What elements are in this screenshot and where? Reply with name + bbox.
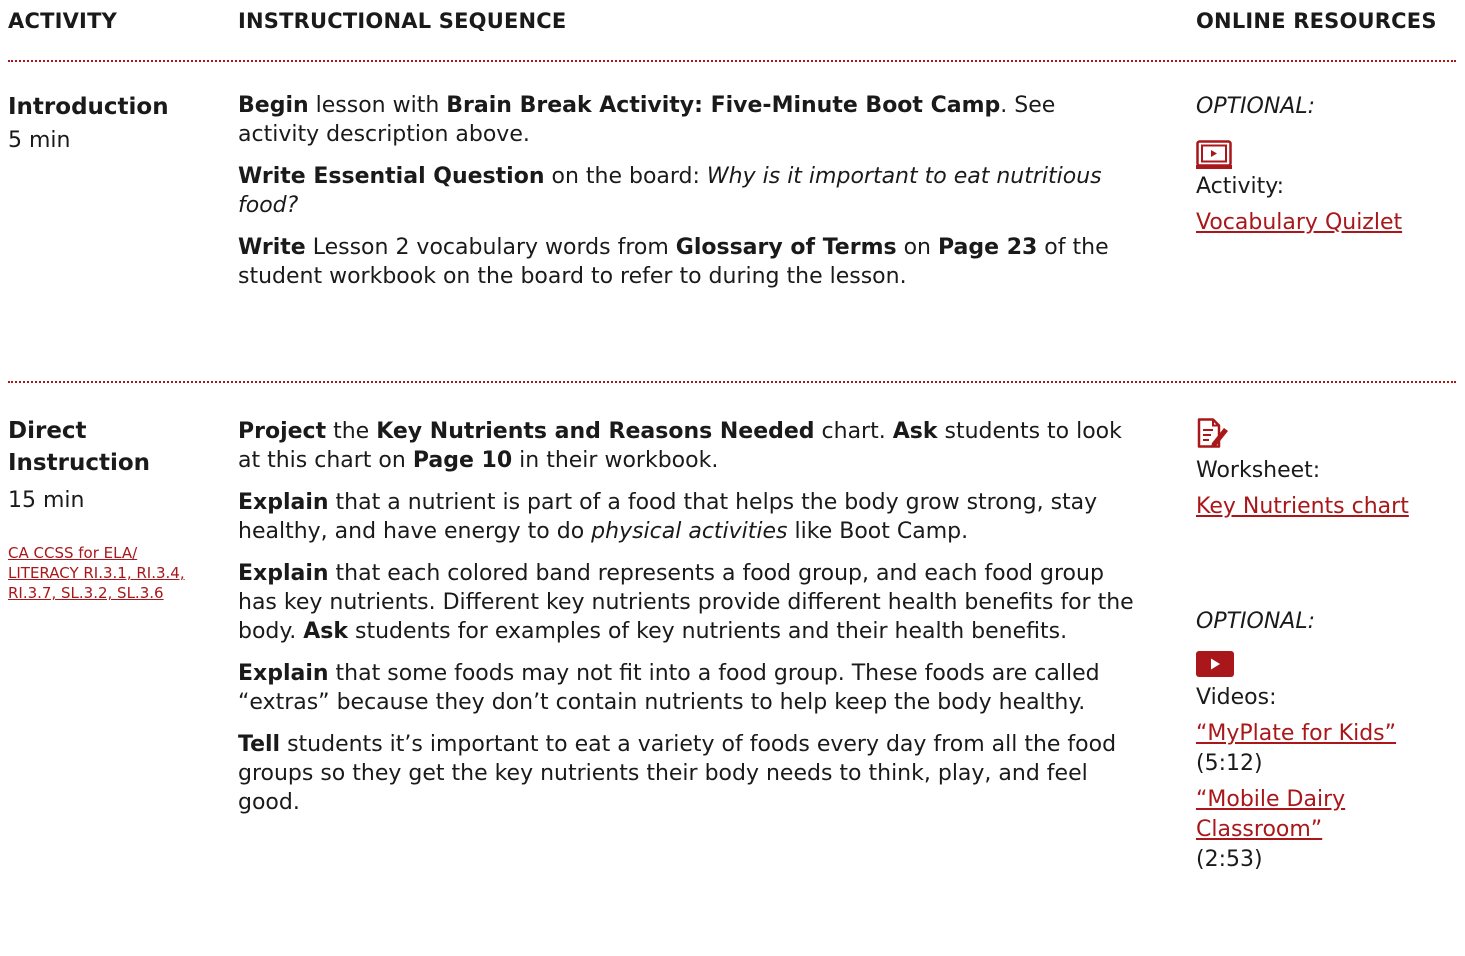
sequence-paragraph: Write Essential Question on the board: Why is it important to eat nutritious food? <box>238 164 1102 218</box>
resource-type: Videos: <box>1196 685 1277 710</box>
divider <box>8 60 1456 62</box>
activity-title-line1: Direct <box>8 418 87 444</box>
sequence-paragraph: Explain that some foods may not fit into a food group. These foods are called “extras” because they don’t contain nutrients to help keep the body healthy. <box>238 661 1100 715</box>
activity-cell-introduction <box>8 91 208 157</box>
activity-cell-direct-instruction <box>8 415 208 603</box>
sequence-paragraph: Explain that each colored band represents a food group, and each food group has key nutrients. Different key nutrients provide different health benefits for the body. Ask students for examples of key nutrients and their health benefits. <box>238 561 1134 644</box>
sequence-paragraph: Begin lesson with Brain Break Activity: Five-Minute Boot Camp. See activity description above. <box>238 93 1056 147</box>
laptop-icon <box>1196 140 1232 170</box>
sequence-paragraph: Project the Key Nutrients and Reasons Needed chart. Ask students to look at this chart on Page 10 in their workbook. <box>238 419 1122 473</box>
column-header-resources: ONLINE RESOURCES <box>1196 9 1437 33</box>
sequence-paragraph: Tell students it’s important to eat a variety of foods every day from all the food groups so they get the key nutrients their body needs to think, play, and feel good. <box>238 732 1117 815</box>
video-play-icon <box>1196 651 1232 677</box>
activity-title: Introduction <box>8 94 169 120</box>
resources-cell-direct-instruction <box>1196 418 1458 875</box>
divider <box>8 381 1456 383</box>
mobile-dairy-video-link[interactable]: “Mobile Dairy Classroom” <box>1196 787 1346 842</box>
activity-time: 5 min <box>8 128 71 153</box>
activity-title-line2: Instruction <box>8 450 151 476</box>
myplate-video-link[interactable]: “MyPlate for Kids” <box>1196 721 1397 746</box>
sequence-paragraph: Write Lesson 2 vocabulary words from Glossary of Terms on Page 23 of the student workbook on the board to refer to during the lesson. <box>238 235 1109 289</box>
sequence-cell-direct-instruction <box>238 417 1138 830</box>
sequence-paragraph: Explain that a nutrient is part of a food that helps the body grow strong, stay healthy, and have energy to do physical activities like Boot Camp. <box>238 490 1098 544</box>
resources-cell-introduction <box>1196 92 1458 238</box>
sequence-cell-introduction <box>238 91 1138 304</box>
optional-label: OPTIONAL: <box>1196 94 1316 119</box>
video-duration: (5:12) <box>1196 751 1263 776</box>
video-duration: (2:53) <box>1196 847 1263 872</box>
standards-link[interactable]: CA CCSS for ELA/ LITERACY RI.3.1, RI.3.4, RI.3.7, SL.3.2, SL.3.6 <box>8 544 185 602</box>
key-nutrients-chart-link[interactable]: Key Nutrients chart <box>1196 494 1409 519</box>
vocabulary-quizlet-link[interactable]: Vocabulary Quizlet <box>1196 210 1403 235</box>
resource-type: Worksheet: <box>1196 458 1321 483</box>
optional-label: OPTIONAL: <box>1196 609 1316 634</box>
column-header-sequence: INSTRUCTIONAL SEQUENCE <box>238 9 567 33</box>
activity-time: 15 min <box>8 488 85 513</box>
resource-type: Activity: <box>1196 174 1285 199</box>
worksheet-icon <box>1196 418 1232 448</box>
column-header-activity: ACTIVITY <box>8 9 117 33</box>
